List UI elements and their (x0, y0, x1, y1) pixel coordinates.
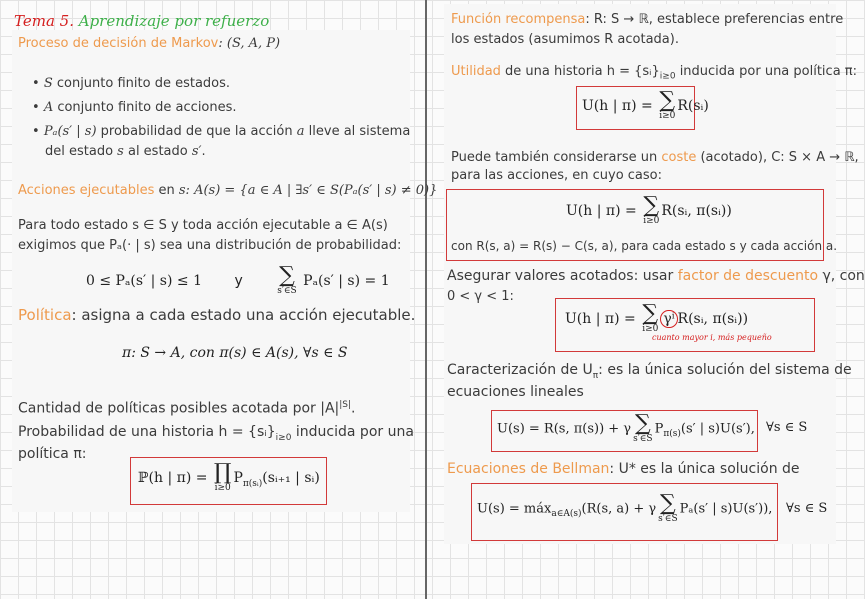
mdp-formula: : (S, A, P) (218, 36, 281, 51)
coste-line2: para las acciones, en cuyo caso: (451, 168, 663, 183)
prob-historia-1: Probabilidad de una historia $h = \{sᵢ\}_{i\ge 0}$ inducida por una (18, 424, 414, 443)
bullet-prob-cont: del estado s al estado s′. (45, 144, 206, 159)
prob-historia-2: política π: (18, 446, 87, 462)
cantidad-politicas: Cantidad de políticas posibles acotada por $|A|^{|S|}$. (18, 400, 356, 417)
politica-formula: π: S → A, con π(s) ∈ A(s), ∀s ∈ S (122, 345, 348, 361)
caracterizacion-1: Caracterización de $U_\pi$: es la única solución del sistema de (447, 362, 852, 381)
bullet-prob: • Pₐ(s′ | s) probabilidad de que la acción a lleve al sistema (32, 124, 411, 139)
acciones-ejecutables: Acciones ejecutables en s: A(s) = {a ∈ A | ∃s′ ∈ S(Pₐ(s′ | s) ≠ 0)} (18, 183, 438, 198)
discount-formula: U(h | π) = ∑ i≥0 γⁱ R(sᵢ, π(sᵢ)) (565, 301, 749, 334)
sum-symbol: ∑ i≥0 (659, 88, 676, 121)
gamma-circled: γⁱ (660, 310, 677, 328)
bellman-heading: Ecuaciones de Bellman: U* es la única solución de (447, 461, 800, 477)
utilidad: Utilidad de una historia $h = \{sᵢ\}_{i\ge 0}$ inducida por una política π: (451, 64, 857, 82)
cost-formula: U(h | π) = ∑ i≥0 R(sᵢ, π(sᵢ)) (566, 193, 732, 226)
discount-handnote: cuanto mayor i, más pequeño (652, 333, 772, 342)
utility-formula: U(h | π) = ∑ i≥0 R(sᵢ) (582, 88, 709, 121)
descuento-line1: Asegurar valores acotados: usar factor de descuento γ, con (447, 268, 865, 284)
bullet-actions: • A conjunto finito de acciones. (32, 100, 237, 115)
politica: Política: asigna a cada estado una acción ejecutable. (18, 306, 416, 324)
funcion-recompensa: Función recompensa: R: S → ℝ, establece preferencias entre (451, 12, 844, 27)
title-prefix: Tema 5. (14, 12, 74, 30)
bellman-formula: U(s) = máx$_{a\in A(s)}$(R(s, a) + γ ∑ s′∈S Pₐ(s′ | s)U(s′)), (477, 491, 773, 524)
prod-symbol: ∏ i≥0 (213, 460, 232, 493)
sum-symbol: ∑ s′∈S (633, 411, 653, 444)
mdp-heading (18, 36, 280, 51)
prob-history-formula: ℙ(h | π) = ∏ i≥0 $P_{\pi(sᵢ)}(sᵢ_{+1}$ | sᵢ) (138, 460, 320, 493)
recompensa-line2: los estados (asumimos R acotada). (451, 32, 679, 47)
para-todo-2: exigimos que Pₐ(· | s) sea una distribución de probabilidad: (18, 238, 402, 253)
descuento-line2: 0 < γ < 1: (447, 289, 514, 304)
sum-symbol: ∑ i≥0 (643, 193, 660, 226)
linear-forall: ∀s ∈ S (766, 420, 808, 435)
coste-line1: Puede también considerarse un coste (acotado), C: S × A → ℝ, (451, 150, 859, 165)
caracterizacion-2: ecuaciones lineales (447, 384, 584, 400)
title-handwritten: Aprendizaje por refuerzo (78, 12, 270, 30)
bullet-states: • S conjunto finito de estados. (32, 76, 231, 91)
mdp-label: Proceso de decisión de Markov (18, 36, 219, 51)
para-todo-1: Para todo estado s ∈ S y toda acción ejecutable a ∈ A(s) (18, 218, 388, 233)
page-title (14, 12, 269, 30)
sum-symbol: ∑ s′∈S (277, 263, 297, 296)
page-divider (425, 0, 427, 599)
bellman-forall: ∀s ∈ S (786, 501, 828, 516)
cost-note: con R(s, a) = R(s) − C(s, a), para cada estado s y cada acción a. (451, 239, 838, 253)
sum-symbol: ∑ i≥0 (642, 301, 659, 334)
sum-symbol: ∑ s′∈S (658, 491, 678, 524)
prob-formula: 0 ≤ Pₐ(s′ | s) ≤ 1 y ∑ s′∈S Pₐ(s′ | s) = 1 (86, 263, 390, 296)
linear-system-formula: U(s) = R(s, π(s)) + γ ∑ s′∈S $P_{\pi(s)}(s'$ | s)U(s′), (497, 411, 755, 444)
